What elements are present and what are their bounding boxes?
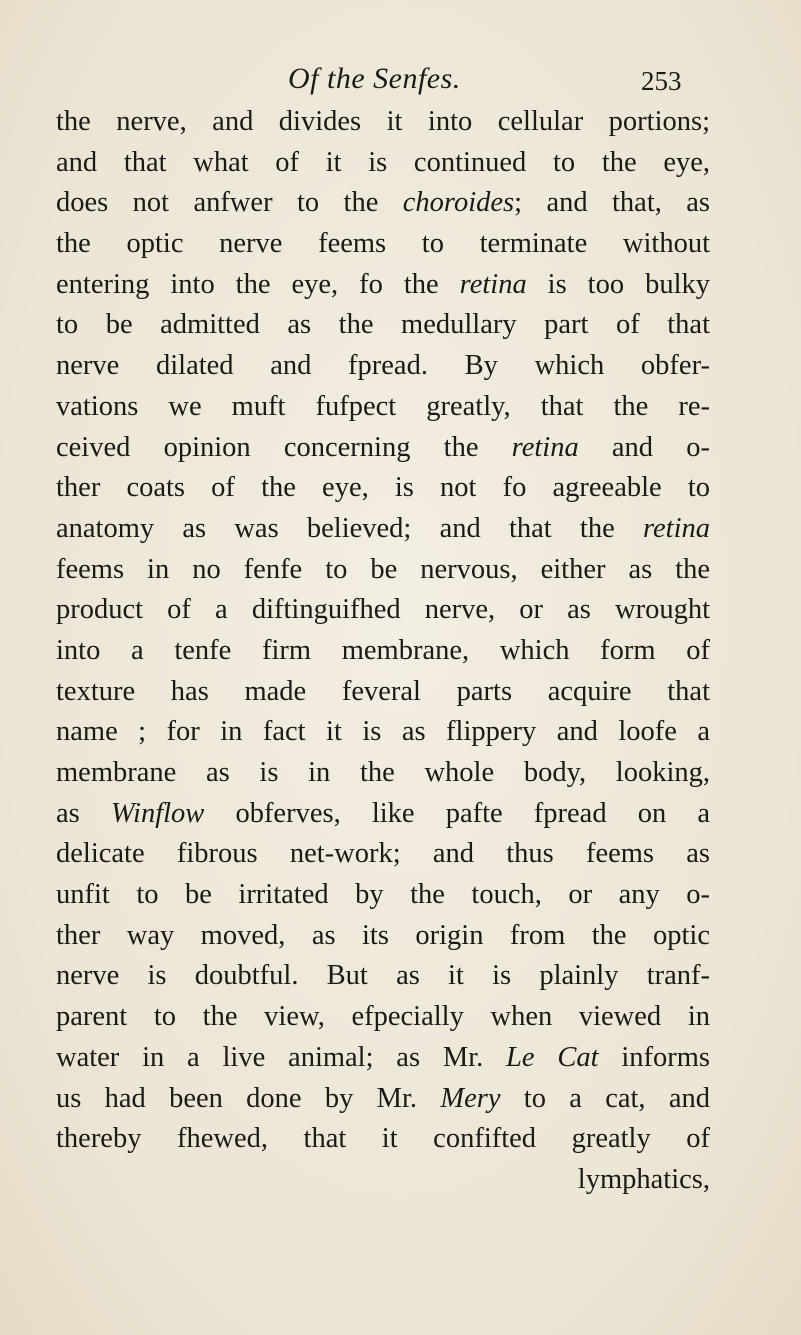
- text-line: thereby fhewed, that it confifted greatly of: [56, 1123, 710, 1155]
- italic-name: Le Cat: [506, 1041, 599, 1073]
- text-line: name ; for in fact it is as flippery and loofe a: [56, 716, 710, 748]
- text-line: water in a live animal; as Mr. Le Cat informs: [56, 1041, 710, 1073]
- text-line: us had been done by Mr. Mery to a cat, and: [56, 1082, 710, 1114]
- italic-term: choroides: [402, 187, 515, 219]
- text-line: to be admitted as the medullary part of that: [56, 309, 710, 341]
- text-line: ther coats of the eye, is not fo agreeable to: [56, 472, 710, 504]
- text-line: vations we muft fufpect greatly, that the re-: [56, 390, 710, 422]
- text-line: into a tenfe firm membrane, which form of: [56, 634, 710, 666]
- italic-name: Winflow: [110, 797, 205, 829]
- text-line: ther way moved, as its origin from the optic: [56, 919, 710, 951]
- text-line: product of a diftinguifhed nerve, or as wrought: [56, 594, 710, 626]
- text-line: the nerve, and divides it into cellular portions;: [56, 106, 710, 137]
- text-line: nerve dilated and fpread. By which obfer-: [56, 350, 710, 382]
- italic-term: retina: [459, 268, 527, 300]
- text-line: unfit to be irritated by the touch, or any o-: [56, 879, 710, 911]
- text-line: delicate fibrous net-work; and thus feems as: [56, 838, 710, 870]
- italic-term: retina: [642, 512, 710, 544]
- text-line: does not anfwer to the choroides; and that, as: [56, 187, 711, 219]
- text-line: anatomy as was believed; and that the retina: [56, 512, 710, 544]
- catchword: lymphatics,: [577, 1163, 710, 1195]
- text-line: parent to the view, efpecially when viewed in: [56, 1001, 710, 1033]
- text-line: as Winflow obferves, like pafte fpread on a: [56, 797, 710, 829]
- text-line: texture has made feveral parts acquire that: [56, 675, 710, 707]
- text-line: entering into the eye, fo the retina is too bulky: [56, 268, 710, 300]
- italic-name: Mery: [440, 1082, 501, 1114]
- text-line: nerve is doubtful. But as it is plainly tranf-: [56, 960, 710, 992]
- text-line: and that what of it is continued to the eye,: [56, 146, 710, 178]
- text-line: membrane as is in the whole body, looking,: [56, 757, 710, 788]
- page-number: 253: [641, 66, 682, 96]
- text-line: ceived opinion concerning the retina and o-: [56, 431, 710, 463]
- running-head: Of the Senfes.: [288, 62, 461, 95]
- italic-term: retina: [511, 431, 579, 463]
- text-line: feems in no fenfe to be nervous, either as the: [56, 553, 710, 585]
- text-line: the optic nerve feems to terminate without: [56, 228, 710, 260]
- body-text: [56, 102, 710, 1201]
